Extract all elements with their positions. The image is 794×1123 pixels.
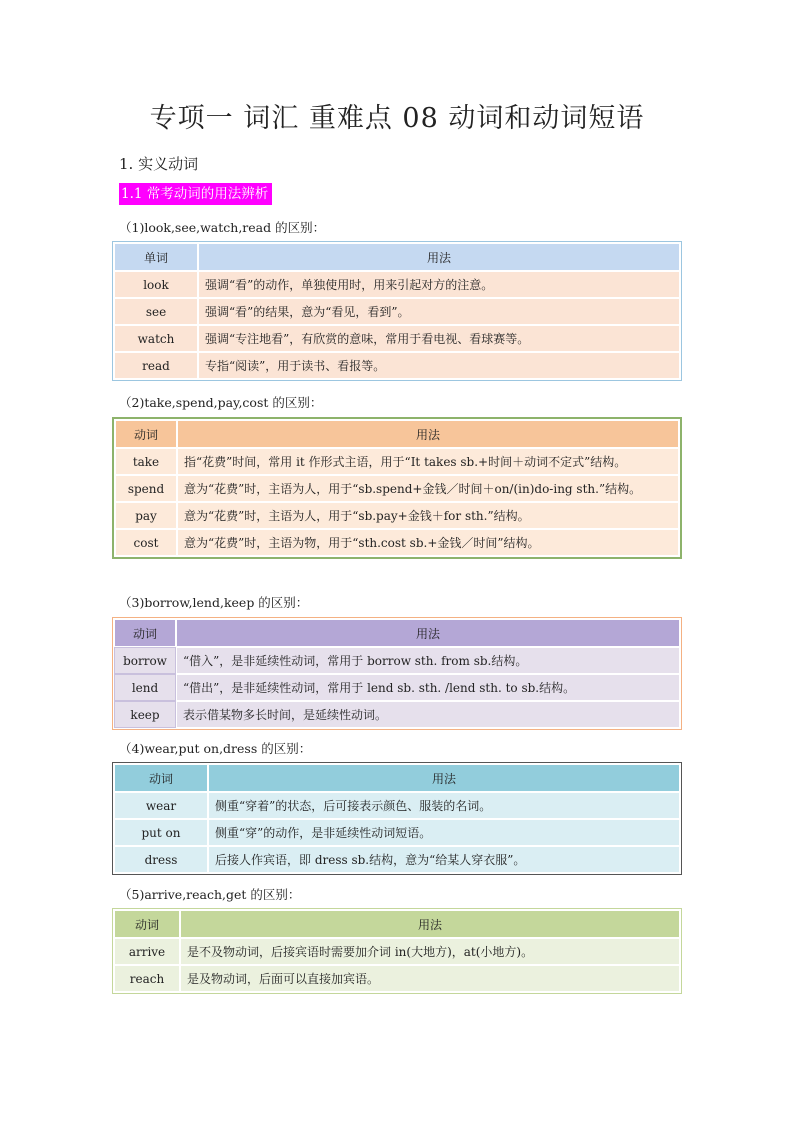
- usage-cell: 意为“花费”时，主语为物，用于“sth.cost sb.+金钱／时间”结构。: [178, 530, 678, 555]
- table-header-row: [115, 244, 679, 270]
- table-row: [115, 939, 679, 964]
- header-verb: 动词: [116, 421, 176, 447]
- table-header-row: [115, 765, 679, 791]
- table-row: [116, 476, 678, 501]
- table-row: [115, 847, 679, 872]
- usage-table-look-see-watch-read: [112, 241, 682, 381]
- word-cell: cost: [116, 530, 176, 555]
- header-usage: 用法: [177, 620, 679, 646]
- word-cell: read: [115, 353, 197, 378]
- usage-cell: 是及物动词，后面可以直接加宾语。: [181, 966, 679, 991]
- header-verb: 动词: [115, 620, 175, 646]
- header-usage: 用法: [178, 421, 678, 447]
- table-row: [115, 793, 679, 818]
- usage-cell: 指“花费”时间，常用 it 作形式主语，用于“It takes sb.+时间＋动词不定式”结构。: [178, 449, 678, 474]
- header-usage: 用法: [209, 765, 679, 791]
- header-usage: 用法: [181, 911, 679, 937]
- usage-cell: 侧重“穿着”的状态，后可接表示颜色、服装的名词。: [209, 793, 679, 818]
- header-verb: 动词: [115, 765, 207, 791]
- table-header-row: [115, 911, 679, 937]
- table-header-row: [116, 421, 678, 447]
- header-usage: 用法: [199, 244, 679, 270]
- usage-cell: 侧重“穿”的动作，是非延续性动词短语。: [209, 820, 679, 845]
- usage-cell: 专指“阅读”，用于读书、看报等。: [199, 353, 679, 378]
- table-row: [116, 530, 678, 555]
- usage-cell: 表示借某物多长时间，是延续性动词。: [177, 702, 679, 727]
- table-caption-borrow-lend-keep: （3)borrow,lend,keep 的区别：: [119, 595, 309, 610]
- table-row: [116, 503, 678, 528]
- word-cell: pay: [116, 503, 176, 528]
- table-caption-wear-puton-dress: （4)wear,put on,dress 的区别：: [119, 741, 312, 756]
- word-cell: arrive: [115, 939, 179, 964]
- usage-cell: 是不及物动词，后接宾语时需要加介词 in(大地方)，at(小地方)。: [181, 939, 679, 964]
- word-cell: keep: [115, 702, 175, 727]
- table-caption-take-spend-pay-cost: （2)take,spend,pay,cost 的区别：: [119, 395, 323, 410]
- word-cell: lend: [115, 675, 175, 700]
- word-cell: take: [116, 449, 176, 474]
- usage-cell: 意为“花费”时，主语为人，用于“sb.pay+金钱＋for sth.”结构。: [178, 503, 678, 528]
- usage-table-borrow-lend-keep: [112, 617, 682, 730]
- header-verb: 动词: [115, 911, 179, 937]
- table-row: [115, 353, 679, 378]
- usage-table-arrive-reach-get: [112, 908, 682, 994]
- usage-cell: “借入”，是非延续性动词，常用于 borrow sth. from sb.结构。: [177, 648, 679, 673]
- usage-cell: 意为“花费”时，主语为人，用于“sb.spend+金钱／时间＋on/(in)do-ing sth.”结构。: [178, 476, 678, 501]
- table-header-row: [115, 620, 679, 646]
- usage-cell: “借出”，是非延续性动词，常用于 lend sb. sth. /lend sth. to sb.结构。: [177, 675, 679, 700]
- word-cell: reach: [115, 966, 179, 991]
- table-row: [115, 675, 679, 700]
- table-row: [115, 820, 679, 845]
- subsection-heading-highlighted: 1.1 常考动词的用法辨析: [119, 183, 272, 205]
- word-cell: see: [115, 299, 197, 324]
- header-word: 单词: [115, 244, 197, 270]
- word-cell: put on: [115, 820, 207, 845]
- word-cell: watch: [115, 326, 197, 351]
- word-cell: spend: [116, 476, 176, 501]
- usage-cell: 强调“专注地看”，有欣赏的意味，常用于看电视、看球赛等。: [199, 326, 679, 351]
- word-cell: look: [115, 272, 197, 297]
- table-row: [115, 299, 679, 324]
- table-caption-arrive-reach-get: （5)arrive,reach,get 的区别：: [119, 887, 301, 902]
- usage-table-wear-puton-dress: [112, 762, 682, 875]
- table-row: [116, 449, 678, 474]
- usage-table-take-spend-pay-cost: [112, 417, 682, 559]
- usage-cell: 后接人作宾语，即 dress sb.结构，意为“给某人穿衣服”。: [209, 847, 679, 872]
- table-row: [115, 272, 679, 297]
- section-heading: 1. 实义动词: [119, 155, 199, 173]
- table-row: [115, 702, 679, 727]
- table-row: [115, 326, 679, 351]
- word-cell: dress: [115, 847, 207, 872]
- table-caption-look-see-watch-read: （1)look,see,watch,read 的区别：: [119, 220, 326, 235]
- word-cell: borrow: [115, 648, 175, 673]
- table-row: [115, 966, 679, 991]
- page-title: 专项一 词汇 重难点 08 动词和动词短语: [149, 103, 645, 134]
- word-cell: wear: [115, 793, 207, 818]
- table-row: [115, 648, 679, 673]
- usage-cell: 强调“看”的结果，意为“看见，看到”。: [199, 299, 679, 324]
- usage-cell: 强调“看”的动作，单独使用时，用来引起对方的注意。: [199, 272, 679, 297]
